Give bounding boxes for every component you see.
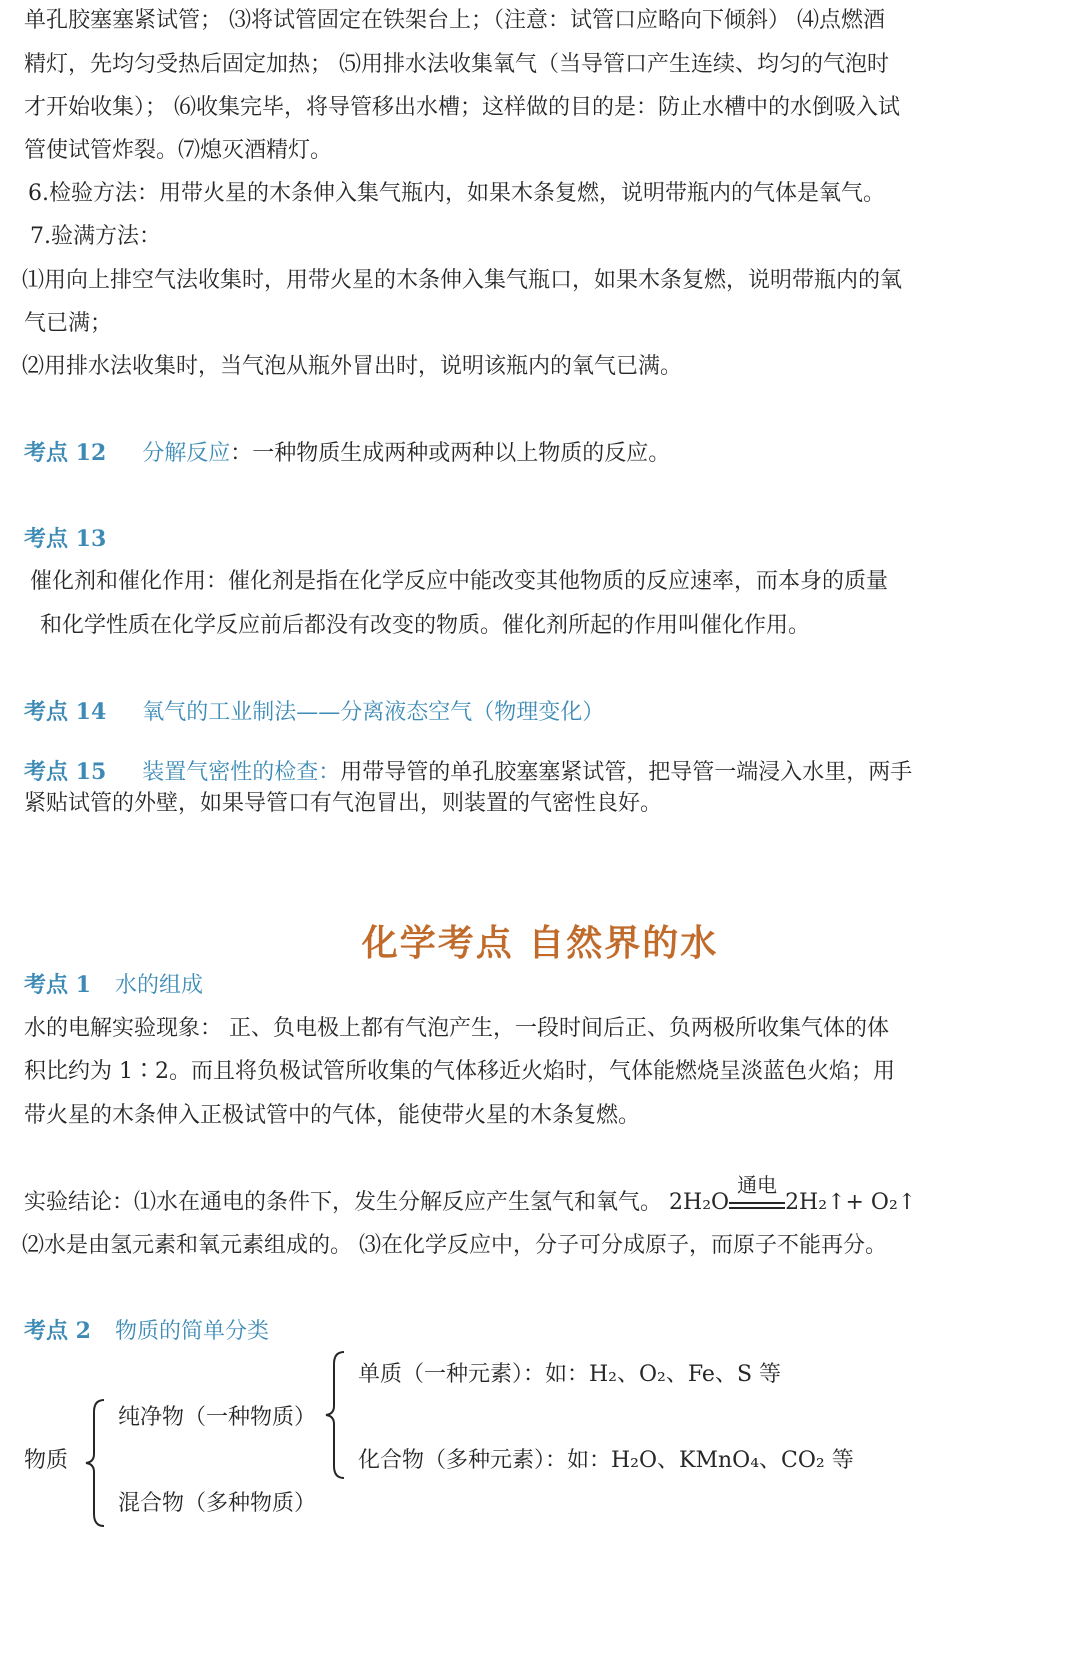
text-line: 6.检验方法：用带火星的木条伸入集气瓶内，如果木条复燃，说明带瓶内的气体是氧气。 — [28, 181, 885, 206]
kaodian-label: 考点 13 — [24, 526, 107, 552]
text-line: 积比约为 1∶2。而且将负极试管所收集的气体移近火焰时，气体能燃烧呈淡蓝色火焰；用 — [24, 1059, 895, 1084]
text-line: ⑴用向上排空气法收集时，用带火星的木条伸入集气瓶口，如果木条复燃，说明带瓶内的氧 — [22, 268, 903, 293]
kaodian-term: 分解反应 — [142, 441, 231, 466]
equation-left: 2H₂O — [669, 1190, 730, 1215]
kaodian-term: 氧气的工业制法——分离液态空气（物理变化） — [142, 700, 605, 725]
equals-bar — [729, 1202, 785, 1209]
kaodian-label: 考点 2 — [24, 1318, 91, 1344]
text-line: 紧贴试管的外壁，如果导管口有气泡冒出，则装置的气密性良好。 — [24, 791, 663, 816]
text-line: ⑵用排水法收集时，当气泡从瓶外冒出时，说明该瓶内的氧气已满。 — [22, 354, 683, 379]
text-line: 单孔胶塞塞紧试管； ⑶将试管固定在铁架台上；（注意：试管口应略向下倾斜） ⑷点燃酒 — [24, 8, 885, 33]
text-line: 管使试管炸裂。⑺熄灭酒精灯。 — [24, 138, 333, 163]
right-brace — [322, 1350, 348, 1480]
kaodian-13-label — [24, 524, 106, 555]
text-line: 精灯，先均匀受热后固定加热； ⑸用排水法收集氧气（当导管口产生连续、均匀的气泡时 — [24, 52, 889, 77]
kaodian-text: ：一种物质生成两种或两种以上物质的反应。 — [230, 441, 671, 466]
tree-pure: 纯净物（一种物质） — [118, 1405, 317, 1430]
kaodian-term: 水的组成 — [114, 973, 203, 998]
text-line: 水的电解实验现象： 正、负电极上都有气泡产生，一段时间后正、负两极所收集气体的体 — [24, 1016, 889, 1041]
kaodian-label: 考点 1 — [24, 972, 91, 998]
kaodian-15 — [24, 757, 912, 788]
text-line: 和化学性质在化学反应前后都没有改变的物质。催化剂所起的作用叫催化作用。 — [40, 613, 811, 638]
kaodian-label: 考点 15 — [24, 759, 107, 785]
tree-mixture: 混合物（多种物质） — [118, 1491, 317, 1516]
kaodian-14 — [24, 697, 604, 728]
kaodian-2 — [24, 1316, 269, 1347]
kaodian-term: 物质的简单分类 — [114, 1319, 269, 1344]
left-brace — [82, 1398, 108, 1528]
equation-right: 2H₂↑+ O₂↑ — [785, 1190, 917, 1215]
kaodian-12 — [24, 438, 670, 469]
kaodian-label: 考点 14 — [24, 699, 107, 725]
text-line: 气已满； — [24, 311, 113, 336]
kaodian-label: 考点 12 — [24, 440, 107, 466]
reaction-condition: 通电 — [737, 1173, 778, 1197]
text-line: ⑵水是由氢元素和氧元素组成的。 ⑶在化学反应中，分子可分成原子，而原子不能再分。 — [22, 1233, 887, 1258]
tree-root: 物质 — [24, 1448, 69, 1473]
tree-compound: 化合物（多种元素）：如：H₂O、KMnO₄、CO₂ 等 — [358, 1448, 854, 1473]
text-line: 7.验满方法： — [30, 224, 161, 249]
text-line: 带火星的木条伸入正极试管中的气体，能使带火星的木条复燃。 — [24, 1103, 641, 1128]
kaodian-term: 装置气密性的检查： — [142, 760, 341, 785]
tree-element: 单质（一种元素）：如：H₂、O₂、Fe、S 等 — [358, 1362, 782, 1387]
conclusion-line — [24, 1173, 917, 1218]
reaction-arrow — [729, 1173, 785, 1209]
section-title: 化学考点 自然界的水 — [361, 922, 719, 964]
text-line: 催化剂和催化作用：催化剂是指在化学反应中能改变其他物质的反应速率，而本身的质量 — [30, 569, 889, 594]
text-line: 才开始收集）； ⑹收集完毕，将导管移出水槽；这样做的目的是：防止水槽中的水倒吸入试 — [24, 95, 900, 120]
conclusion-text: 实验结论：⑴水在通电的条件下，发生分解反应产生氢气和氧气。 — [24, 1190, 663, 1215]
kaodian-text: 用带导管的单孔胶塞塞紧试管，把导管一端浸入水里，两手 — [340, 760, 913, 785]
kaodian-1 — [24, 970, 203, 1001]
